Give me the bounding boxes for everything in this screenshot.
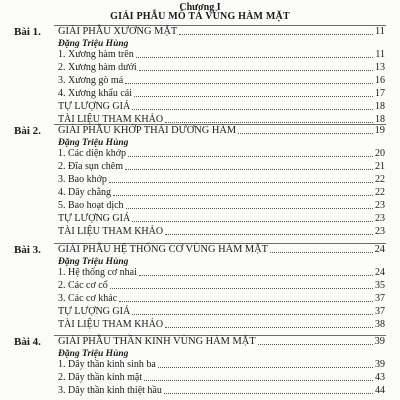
toc-entry[interactable] (58, 148, 385, 159)
lesson-author: Đặng Triệu Hùng (58, 257, 129, 267)
entry-label: 4. Dây chằng (58, 187, 112, 198)
lesson-number: Bài 2. (14, 125, 41, 137)
entry-label: TỰ LƯỢNG GIÁ (58, 101, 131, 112)
dot-leader (144, 380, 373, 381)
entry-label: TỰ LƯỢNG GIÁ (58, 213, 131, 224)
page-number: 22 (375, 187, 385, 198)
toc-entry[interactable] (58, 200, 385, 211)
lesson-number: Bài 4. (14, 336, 41, 348)
page-number: 16 (375, 75, 385, 86)
dot-leader (125, 83, 373, 84)
entry-label: 2. Dây thần kinh mặt (58, 372, 143, 383)
entry-label: 1. Dây thần kinh sinh ba (58, 359, 156, 370)
dot-leader (139, 70, 373, 71)
page-number: 43 (375, 372, 385, 383)
toc-entry[interactable] (58, 213, 385, 224)
dot-leader (158, 367, 373, 368)
dot-leader (132, 221, 373, 222)
toc-entry[interactable] (58, 75, 385, 86)
lesson-number: Bài 1. (14, 26, 41, 38)
entry-label: 2. Xương hàm dưới (58, 62, 137, 73)
entry-label: TÀI LIỆU THAM KHẢO (58, 114, 164, 125)
toc-entry[interactable] (58, 88, 385, 99)
dot-leader (132, 109, 373, 110)
toc-entry[interactable] (58, 62, 385, 73)
dot-leader (126, 208, 373, 209)
chapter-label: Chương I (179, 2, 221, 13)
entry-label: 1. Hệ thống cơ nhai (58, 267, 137, 278)
page-number: 39 (374, 336, 385, 347)
entry-label: 3. Dây thần kinh thiệt hầu (58, 385, 162, 396)
toc-entry[interactable] (58, 174, 385, 185)
chapter-title: GIẢI PHẪU MÔ TẢ VÙNG HÀM MẶT (110, 11, 290, 22)
entry-label: 3. Bao khớp (58, 174, 107, 185)
toc-entry[interactable] (58, 280, 385, 291)
dot-leader (165, 327, 373, 328)
toc-entry[interactable] (58, 267, 385, 278)
dot-leader (128, 156, 373, 157)
dot-leader (258, 344, 373, 345)
page-number: 11 (374, 26, 385, 37)
toc-entry[interactable] (58, 293, 385, 304)
lesson-author: Đặng Triệu Hùng (58, 39, 129, 49)
page-number: 38 (375, 319, 385, 330)
dot-leader (113, 195, 373, 196)
lesson-title: GIẢI PHẪU KHỚP THÁI DƯƠNG HÀM (58, 125, 237, 136)
entry-label: 3. Các cơ khác (58, 293, 118, 304)
page-number: 18 (375, 114, 385, 125)
dot-leader (109, 182, 373, 183)
dot-leader (136, 57, 373, 58)
page-number: 24 (375, 267, 385, 278)
dot-leader (164, 393, 373, 394)
toc-entry[interactable] (58, 385, 385, 396)
toc-entry[interactable] (58, 306, 385, 317)
page-number: 20 (375, 148, 385, 159)
lesson-title-row[interactable] (58, 125, 385, 136)
page-number: 13 (375, 62, 385, 73)
page-number: 37 (375, 306, 385, 317)
dot-leader (139, 275, 373, 276)
page-number: 23 (375, 226, 385, 237)
toc-entry[interactable] (58, 319, 385, 330)
dot-leader (179, 34, 373, 35)
page-number: 23 (375, 213, 385, 224)
entry-label: 1. Các diện khớp (58, 148, 127, 159)
entry-label: TỰ LƯỢNG GIÁ (58, 306, 131, 317)
entry-label: 4. Xương khẩu cái (58, 88, 133, 99)
lesson-title: GIẢI PHẪU HỆ THỐNG CƠ VÙNG HÀM MẶT (58, 244, 269, 255)
dot-leader (165, 122, 373, 123)
lesson-title: GIẢI PHẪU THẦN KINH VÙNG HÀM MẶT (58, 336, 256, 347)
page-number: 21 (375, 161, 385, 172)
dot-leader (134, 96, 373, 97)
entry-label: 2. Các cơ cổ (58, 280, 108, 291)
toc-entry[interactable] (58, 372, 385, 383)
toc-entry[interactable] (58, 101, 385, 112)
entry-label: TÀI LIỆU THAM KHẢO (58, 319, 164, 330)
entry-label: 3. Xương gò má (58, 75, 124, 86)
dot-leader (165, 234, 373, 235)
toc-entry[interactable] (58, 359, 385, 370)
lesson-title-row[interactable] (58, 244, 385, 255)
lesson-title-row[interactable] (58, 336, 385, 347)
page-number: 11 (375, 49, 385, 60)
page-number: 19 (374, 125, 385, 136)
lesson-number: Bài 3. (14, 244, 41, 256)
page-number: 17 (375, 88, 385, 99)
entry-label: 2. Đĩa sụn chêm (58, 161, 123, 172)
page-number: 44 (375, 385, 385, 396)
dot-leader (238, 133, 373, 134)
page-number: 39 (375, 359, 385, 370)
dot-leader (125, 169, 373, 170)
page-number: 22 (375, 174, 385, 185)
entry-label: TÀI LIỆU THAM KHẢO (58, 226, 164, 237)
dot-leader (270, 252, 373, 253)
toc-entry[interactable] (58, 49, 385, 60)
page-number: 24 (374, 244, 385, 255)
dot-leader (110, 288, 373, 289)
toc-entry[interactable] (58, 161, 385, 172)
dot-leader (119, 301, 373, 302)
dot-leader (132, 314, 373, 315)
entry-label: 5. Bao hoạt dịch (58, 200, 124, 211)
lesson-title-row[interactable] (58, 26, 385, 37)
lesson-title: GIẢI PHẪU XƯƠNG MẶT (58, 26, 178, 37)
lesson-author: Đặng Triệu Hùng (58, 138, 129, 148)
page-number: 23 (375, 200, 385, 211)
page-number: 35 (375, 280, 385, 291)
toc-entry[interactable] (58, 187, 385, 198)
lesson-author: Đặng Triệu Hùng (58, 349, 129, 359)
toc-entry[interactable] (58, 226, 385, 237)
entry-label: 1. Xương hàm trên (58, 49, 134, 60)
page-number: 37 (375, 293, 385, 304)
page-number: 18 (375, 101, 385, 112)
